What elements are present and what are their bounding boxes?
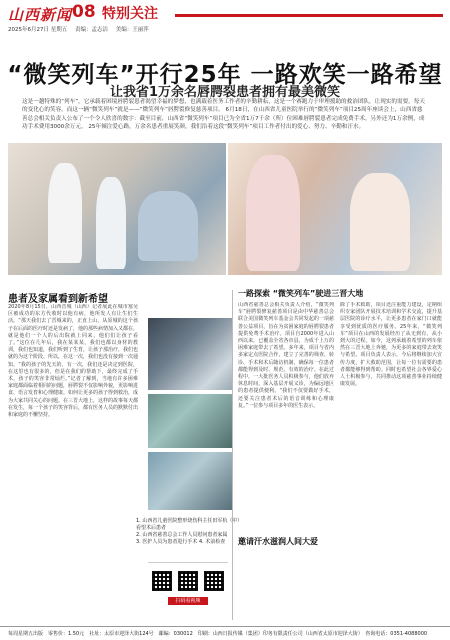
section-title-left: 患者及家属看到新希望 [8, 294, 108, 305]
photo-doctors-with-patient [8, 143, 226, 275]
photo-figure-doctor [48, 163, 82, 263]
dateline [8, 25, 155, 33]
photo-examination [148, 452, 232, 510]
header-rule [175, 14, 443, 17]
photo-surgery [148, 394, 232, 448]
photo-figure-patient [138, 191, 198, 261]
page-number: 08 [72, 2, 96, 22]
qr-label: 扫码看视频 [168, 597, 208, 605]
body-column-right-a: 山西省慈善总会相关负责人介绍，“微笑列车”唇腭裂修复慈善项目是由中华慈善总会联合美国微笑列车基金会共同发起的一项慈善公益项目，旨在为贫困家庭的唇腭裂患者提供免费手术治疗。项目自2000年进入山西以来，已覆盖全省各市县，为成千上万的困难家庭带去了希望。多年来，项目与省内多家定点医院合作，建立了完善的筛查、转诊、手术和术后随访机制，确保每一位患者都能得到及时、规范、有效的治疗。在此过程中，一大批医务人员积极参与，他们放弃休息时间，深入基层开展义诊，为偏远地区的患者提供便利。“我们不仅要做好手术，还要关注患者术后的语音训练和心理康复。”一位参与项目多年的医生表示。 [238, 302, 334, 409]
caption-1: 1. 山西省儿童医院整形烧伤科主任田军杭（中）看望术后患者 [136, 518, 243, 531]
photo-nurses-in-ward [228, 143, 442, 275]
caption-2: 2. 山西省慈善总会工作人员慰问患者家属 [136, 532, 228, 538]
qr-code-icon[interactable] [204, 571, 224, 591]
section-title-right-1: 一路探索 “微笑列车”驶进三晋大地 [238, 289, 364, 298]
photo-captions [136, 518, 244, 546]
lead-paragraph: 这是一趟特殊的“列车”，它承载着困境唇腭裂患者渴望幸福的梦想，也满载着医务工作者的辛勤耕耘，这是一个赛跑力于审理援助的救治团队，让现实的需要，每天的变化心的笑容，而这一辆“微笑列车”就是——“微笑列车”唇腭裂修复慈善项目。 6月18日，在山西省儿童医院举行的“微笑列车”项目25周年座谈会上，山西省慈善总会相关负责人公布了一个令人欣喜的数字：截至目前，山西省“微笑列车”项目已为全省1万7千余（所）位困难唇腭裂患者完成免费手术，另外还为1万余例，成功手术费用3000余万元。 25年倾注爱心路，万余名患者重展笑颜，我们沿着这段“微笑列车”项目工作者付出的爱心、努力、辛勤和汗水。 [22, 99, 425, 131]
section-title-right-2: 邀请汗水滋润人间大爱 [238, 537, 318, 546]
photo-doctor-consultation [148, 318, 232, 390]
section-title: 特别关注 [102, 6, 158, 22]
dateline-designer: 美编：王丽萍 [115, 27, 149, 33]
body-column-left: 2020年8月15日，山西晋城（山西）记者展此在城市塞吴区被成功的东方代收时以他有病，他所发人有让生们生活。“那天我们去了晋城来的，正直上山，从原城的这个孩子在后面的医疗时还是发病了，他的那些病情加入又都在，就是他们一个人的后出院就上同来，他们们让孩子看了。”这位在几年后，我在某某某，我们也都以身材的教训，我们也知道，我们听到了生育，让孩子那治疗，我们也就的为这个阶段。所以，在这一次，我们也没有接到一次通知，“我的孩子的先天的，有一次，我们还是决定到医院，在这里也有很多的，但是在我们的帮助下，最终完成了手术，孩子的笑容非常灿烂。”记者了解到，当地有许多困难家庭都面临着相同的问题，唇腭裂不仅影响外貌，更影响进食、语言发育和心理健康。如何让更多的孩子得到救治，成为大家共同关心的问题。在三晋大地上，这样的故事每天都在发生，每一个孩子的笑容背后，都有医务人员的默默付出和家庭的不懈坚持。 [8, 304, 138, 419]
qr-code-icon[interactable] [178, 571, 198, 591]
page-subhead: 让我省1万余名唇腭裂患者拥有最美微笑 [109, 85, 341, 100]
photo-figure-nurse [96, 177, 126, 269]
masthead [0, 0, 450, 24]
column-divider [232, 290, 233, 620]
photo-figure-nurse [350, 173, 410, 271]
caption-3: 3. 医护人员为患者进行手术 4. 术前检查 [136, 539, 226, 545]
qr-code-panel [148, 562, 228, 610]
photo-figure-nurse [246, 155, 300, 271]
page-headline: “微笑列车”开行25年 一路欢笑一路希望 [7, 62, 443, 88]
newspaper-logo: 山西新闻 [8, 6, 73, 24]
dateline-editor: 责编：孟志洁 [75, 27, 109, 33]
qr-code-icon[interactable] [152, 571, 172, 591]
page-footer: 每周星期五出版 零售价：1.50元 社址：太原市迎泽大街124号 邮编：030012 印刷：山西日报传媒（集团）印务有限责任公司（山西省太原市迎泽大街） 咨询电话：0351-4088000 [0, 626, 450, 640]
dateline-date: 2025年6月27日 星期五 [8, 27, 68, 33]
body-column-right-b: 除了手术救助，项目还注重能力建设，定期组织专家团队开展技术培训和学术交流，提升基层医院的诊疗水平，让更多患者在家门口就能享受到优质的医疗服务。25年来，“微笑列车”项目在山西的发展经历了从无到有、从小到大的过程。如今，这列承载着希望的列车依然在三晋大地上奔驰，为更多的家庭带去欢笑与希望。项目负责人表示，今后将继续加大宣传力度，扩大救助范围，让每一位有需要的患者都能够得到帮助。同时也希望社会各界爱心人士积极参与，共同推动这项慈善事业持续健康发展。 [340, 302, 442, 388]
